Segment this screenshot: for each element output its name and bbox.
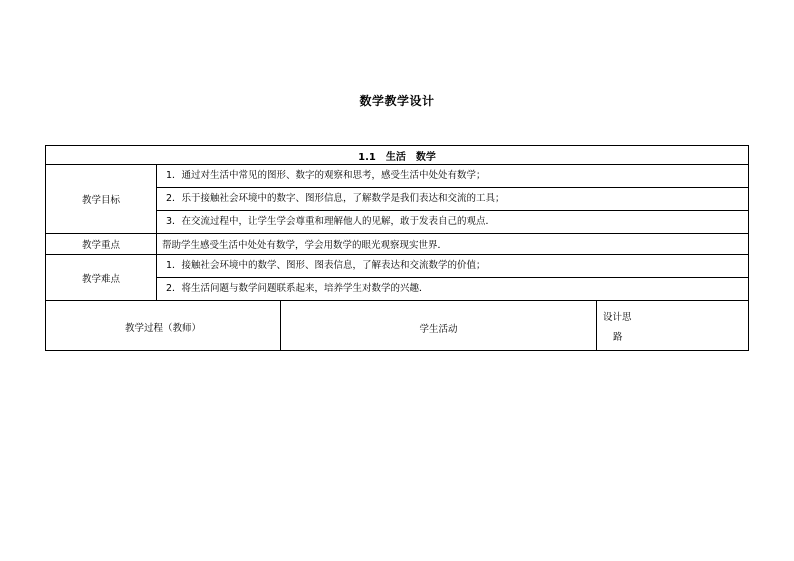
difficulty-item: 1．接触社会环境中的数学、图形、图表信息，了解表达和交流数学的价值； <box>166 260 486 271</box>
process-design-header <box>597 301 749 351</box>
lesson-title-row <box>46 146 749 165</box>
difficulties-label: 教学难点 <box>46 255 157 301</box>
goal-item: 2．乐于接触社会环境中的数字、图形信息，了解数学是我们表达和交流的工具； <box>157 187 748 210</box>
lesson-plan-table <box>45 145 749 351</box>
goal-item: 1．通过对生活中常见的图形、数字的观察和思考，感受生活中处处有数学； <box>166 170 486 181</box>
goals-label: 教学目标 <box>46 165 157 234</box>
lesson-title: 1.1 生活 数学 <box>46 146 749 165</box>
difficulties-content <box>157 255 749 301</box>
goals-content <box>157 165 749 234</box>
goal-item: 3．在交流过程中，让学生学会尊重和理解他人的见解，敢于发表自己的观点． <box>157 210 748 233</box>
page-title: 数学教学设计 <box>359 94 435 108</box>
design-header-line1: 设计思 <box>603 312 632 323</box>
process-teacher-header: 教学过程（教师） <box>46 301 281 351</box>
process-header-row <box>46 301 749 351</box>
key-points-text: 帮助学生感受生活中处处有数学，学会用数学的眼光观察现实世界． <box>157 234 749 255</box>
process-student-header: 学生活动 <box>281 301 597 351</box>
goals-row <box>46 165 749 234</box>
difficulty-item: 2．将生活问题与数学问题联系起来，培养学生对数学的兴趣． <box>157 277 748 300</box>
design-header-line2: 路 <box>613 332 623 343</box>
difficulties-row <box>46 255 749 301</box>
key-points-row <box>46 234 749 255</box>
key-points-label: 教学重点 <box>46 234 157 255</box>
